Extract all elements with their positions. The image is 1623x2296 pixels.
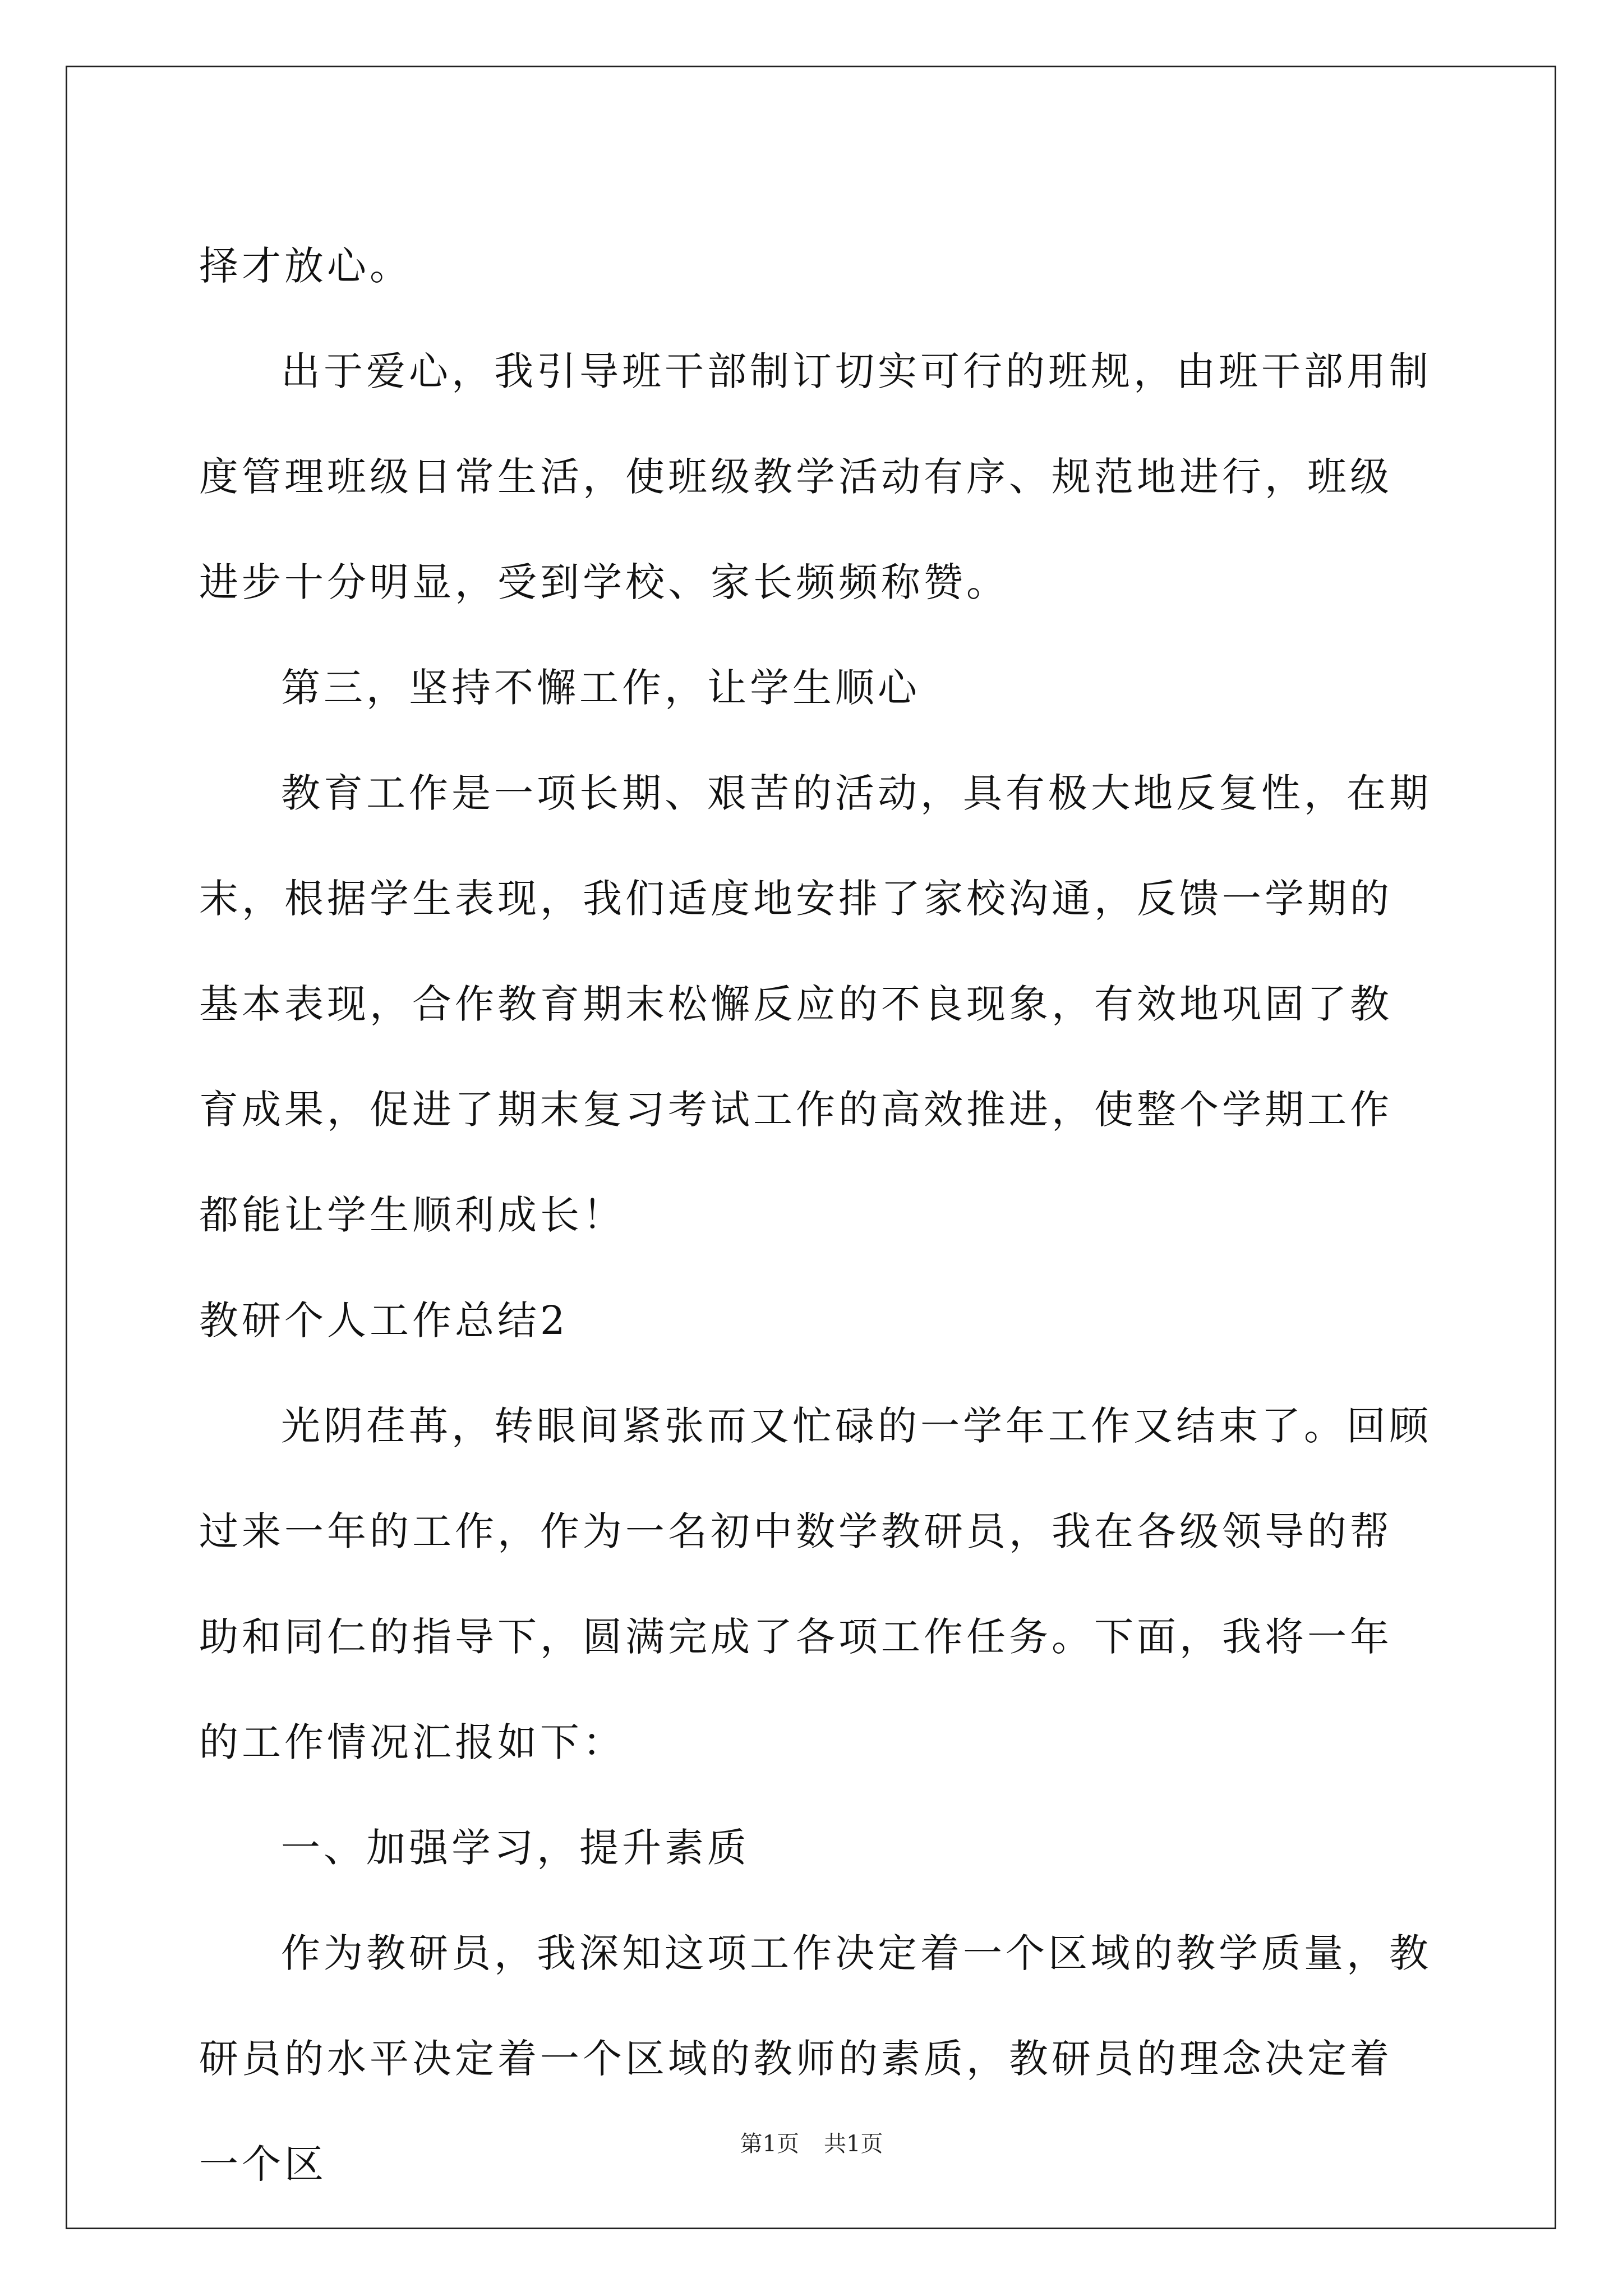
document-body — [199, 213, 1433, 2217]
section-heading: 第三，坚持不懈工作，让学生顺心 — [281, 665, 920, 711]
page-number: 第1页 — [740, 2131, 799, 2157]
section-heading: 一、加强学习，提升素质 — [281, 1825, 750, 1871]
paragraph: 教育工作是一项长期、艰苦的活动，具有极大地反复性，在期末，根据学生表现，我们适度地安排了家校沟通，反馈一学期的基本表现，合作教育期末松懈反应的不良现象，有效地巩固了教育成果，促进了期末复习考试工作的高效推进，使整个学期工作都能让学生顺利成长！ — [199, 770, 1432, 1238]
paragraph: 光阴荏苒，转眼间紧张而又忙碌的一学年工作又结束了。回顾过来一年的工作，作为一名初中数学教研员，我在各级领导的帮助和同仁的指导下，圆满完成了各项工作任务。下面，我将一年的工作情况汇报如下： — [199, 1403, 1432, 1765]
paragraph: 作为教研员，我深知这项工作决定着一个区域的教学质量，教研员的水平决定着一个区域的教师的素质，教研员的理念决定着一个区 — [199, 1930, 1432, 2187]
page-footer — [0, 2127, 1623, 2161]
paragraph: 择才放心。 — [199, 243, 412, 289]
paragraph: 出于爱心，我引导班干部制订切实可行的班规，由班干部用制度管理班级日常生活，使班级教学活动有序、规范地进行，班级进步十分明显，受到学校、家长频频称赞。 — [199, 348, 1432, 605]
document-title: 教研个人工作总结2 — [199, 1297, 569, 1343]
page-total: 共1页 — [824, 2131, 883, 2157]
